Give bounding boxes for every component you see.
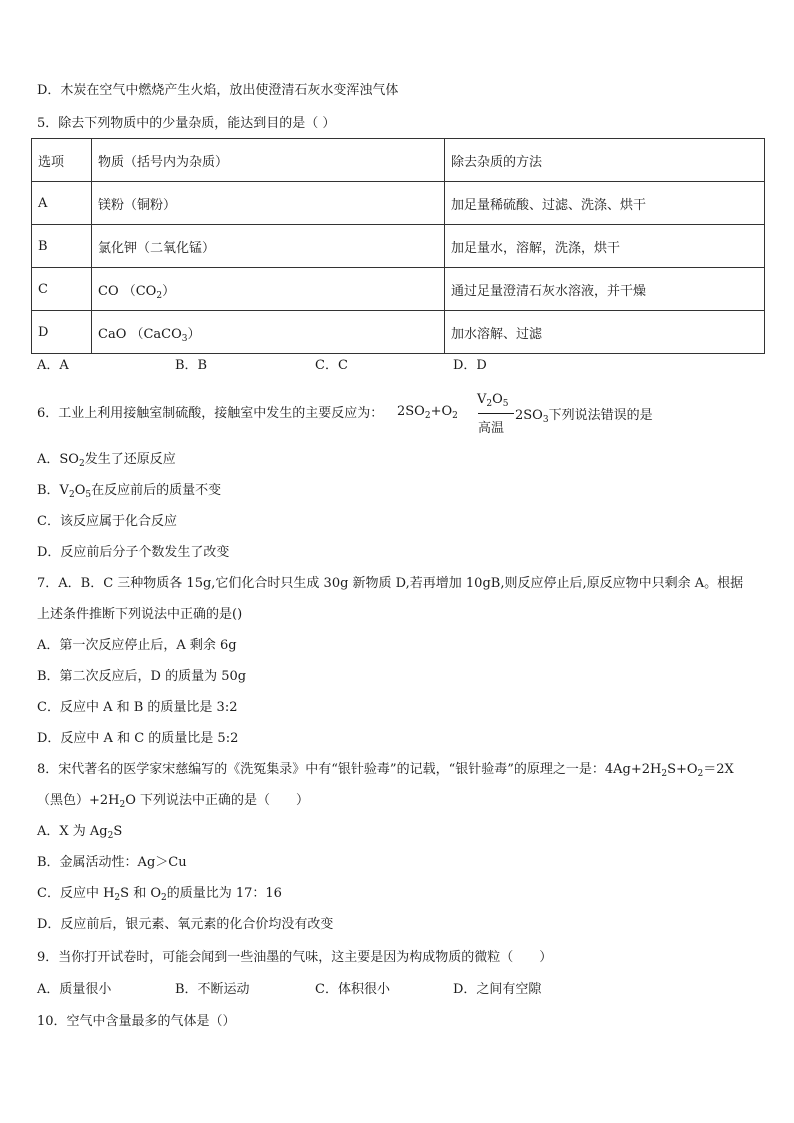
eq-product: $2SO_3$下列说法错误的是 (515, 408, 653, 425)
table-row (32, 182, 765, 225)
q8-option-a: A．X 为 $Ag_2S$ (37, 824, 123, 841)
q8-stem-line2: （黑色）$+2H_2O$ 下列说法中正确的是（ ） (37, 793, 310, 810)
q7-stem-line1: 7．A．B．C 三种物质各 15g,它们化合时只生成 30g 新物质 D,若再增加 10gB,则反应停止后,原反应物中只剩余 A。根据 (37, 576, 744, 591)
table-header-row (32, 139, 765, 182)
row-substance: CaO （CaCO$_3$） (92, 311, 445, 354)
row-method: 加足量稀硫酸、过滤、洗涤、烘干 (445, 182, 765, 225)
row-option: C (32, 268, 92, 311)
q7-option-c: C．反应中 A 和 B 的质量比是 3:2 (37, 700, 238, 715)
q6-equation (397, 392, 667, 438)
q4-option-d: D．木炭在空气中燃烧产生火焰，放出使澄清石灰水变浑浊气体 (37, 83, 399, 98)
row-method: 通过足量澄清石灰水溶液，并干燥 (445, 268, 765, 311)
q7-option-d: D．反应中 A 和 C 的质量比是 5:2 (37, 731, 239, 746)
row-option: A (32, 182, 92, 225)
q6-option-b: B．$V_2O_5$在反应前后的质量不变 (37, 483, 222, 500)
q7-option-a: A．第一次反应停止后，A 剩余 6g (37, 638, 237, 653)
eq-reaction-bar (478, 413, 514, 414)
q5-answer-c: C．C (315, 358, 348, 373)
q7-option-b: B．第二次反应后，D 的质量为 50g (37, 669, 247, 684)
q7-stem-line2: 上述条件推断下列说法中正确的是() (37, 607, 243, 622)
header-option: 选项 (32, 139, 92, 182)
q6-option-c: C．该反应属于化合反应 (37, 514, 177, 529)
q5-table (31, 138, 765, 354)
q6-option-d: D．反应前后分子个数发生了改变 (37, 545, 230, 560)
row-substance: 镁粉（铜粉） (92, 182, 445, 225)
row-method: 加足量水，溶解，洗涤，烘干 (445, 225, 765, 268)
q9-option-b: B．不断运动 (175, 982, 250, 997)
q9-answer-options (37, 980, 541, 1000)
eq-catalyst: $V_2O_5$ (477, 392, 509, 409)
table-row (32, 311, 765, 354)
q9-option-d: D．之间有空隙 (453, 982, 542, 997)
q5-stem: 5．除去下列物质中的少量杂质，能达到目的是（ ） (37, 116, 336, 131)
q9-option-c: C．体积很小 (315, 982, 390, 997)
table-row (32, 225, 765, 268)
q8-option-b: B．金属活动性：Ag＞Cu (37, 855, 187, 870)
eq-condition: 高温 (478, 421, 505, 436)
row-substance: 氯化钾（二氧化锰） (92, 225, 445, 268)
q8-option-d: D．反应前后，银元素、氧元素的化合价均没有改变 (37, 917, 334, 932)
header-substance: 物质（括号内为杂质） (92, 139, 445, 182)
q5-answer-d: D．D (453, 358, 487, 373)
eq-reactants: $2SO_2+O_2$ (397, 404, 458, 421)
q9-stem: 9．当你打开试卷时，可能会闻到一些油墨的气味，这主要是因为构成物质的微粒（ ） (37, 950, 553, 965)
row-method: 加水溶解、过滤 (445, 311, 765, 354)
row-option: B (32, 225, 92, 268)
q10-stem: 10．空气中含量最多的气体是（） (37, 1014, 236, 1029)
header-method: 除去杂质的方法 (445, 139, 765, 182)
q8-stem-line1: 8．宋代著名的医学家宋慈编写的《洗冤集录》中有“银针验毒”的记载，“银针验毒”的原理之一是：$4Ag+2H_2S+O_2=2X$ (37, 762, 734, 779)
table-row (32, 268, 765, 311)
q8-option-c: C．反应中 $H_2S$ 和 $O_2$的质量比为 17：16 (37, 886, 282, 903)
q5-answer-b: B．B (175, 358, 208, 373)
q6-stem-after: 下列说法错误的是 (548, 408, 653, 423)
q9-option-a: A．质量很小 (37, 982, 112, 997)
q5-answer-options (37, 356, 487, 376)
q6-option-a: A．$SO_2$发生了还原反应 (37, 452, 176, 469)
row-substance: CO $(CO_2)$ (92, 268, 445, 311)
q6-stem-before: 6．工业上利用接触室制硫酸，接触室中发生的主要反应为： (37, 406, 384, 421)
q5-answer-a: A．A (37, 358, 69, 373)
row-option: D (32, 311, 92, 354)
